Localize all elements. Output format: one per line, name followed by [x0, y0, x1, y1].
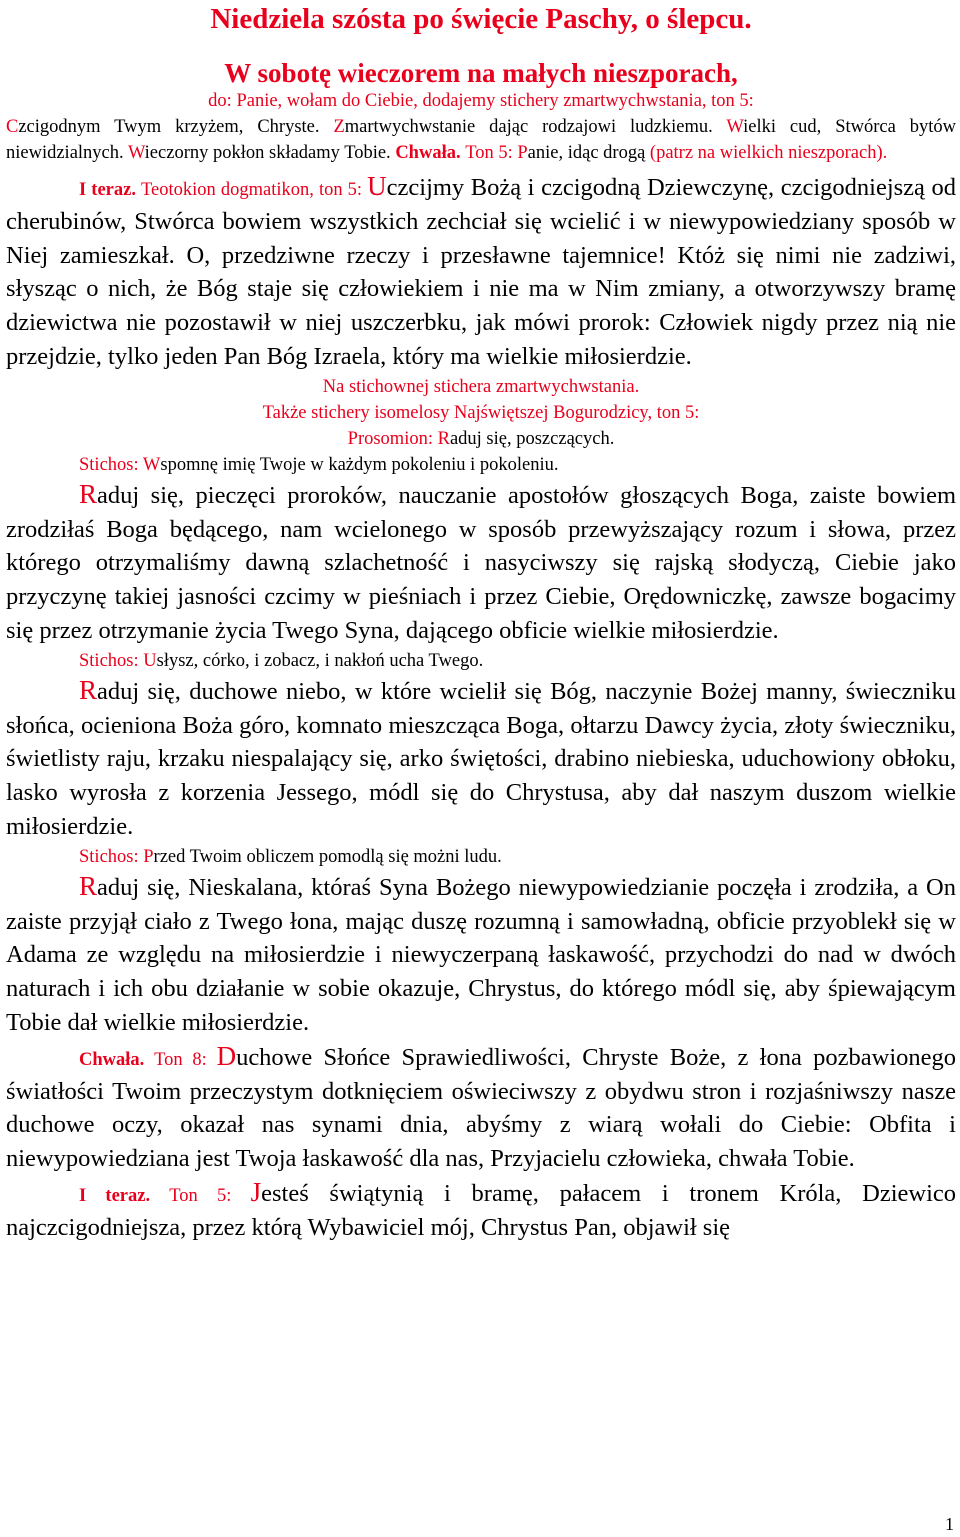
- chwala-paragraph: [6, 1040, 956, 1176]
- prosomion-line: [6, 426, 956, 452]
- hymn-1-initial: R: [79, 478, 98, 509]
- section-subtitle: W sobotę wieczorem na małych nieszporach,: [224, 58, 738, 88]
- hymn-1: [6, 478, 956, 648]
- intro-w2-text: ieczorny pokłon składamy Tobie.: [144, 143, 396, 163]
- intro-c-text: zcigodnym Twym krzyżem, Chryste.: [18, 117, 334, 137]
- intro-w1-cap: W: [726, 117, 744, 137]
- intro-paragraph: [6, 114, 956, 166]
- chwala-ton: Ton 8:: [154, 1049, 217, 1070]
- hymn-3: [6, 870, 956, 1040]
- page-title: Niedziela szósta po święcie Paschy, o ślepcu.: [210, 3, 752, 35]
- rubric-stichovna: Na stichownej stichera zmartwychwstania.: [322, 376, 640, 397]
- hymn-2: [6, 674, 956, 844]
- hymn-1-text: aduj się, pieczęci proroków, nauczanie apostołów głoszących Boga, zaiste bowiem zrodziłaś Boga będącego, nam wcielonego w sposób przewyższający rozum i słowa, przez którego otrzymaliśmy dawną szlachetność i nasyciwszy się rajską słodyczą, Ciebie jako przyczynę takiej jasności czcimy w pieśniach i przez Ciebie, Orędowniczkę, zawsze bogacimy się przez otrzymanie życia Twego Syna, dającego obficie wielkie miłosierdzie.: [6, 481, 956, 644]
- chwala-text: uchowe Słońce Sprawiedliwości, Chryste Boże, z łona pozbawionego światłości Twoim przeczystym dotknięciem oświeciwszy z obydwu stron i rozjaśniwszy nasze duchowe oczy, okazał nas synami dnia, abyśmy z wiarą wołali do Ciebie: Obfita i niewypowiedziana jest Twoja łaskawość dla nas, Przyjacielu człowieka, chwała Tobie.: [6, 1043, 956, 1173]
- stichos-3-text: rzed Twoim obliczem pomodlą się możni ludu.: [153, 846, 502, 867]
- stichos-2-text: słysz, córko, i zobacz, i nakłoń ucha Twego.: [156, 650, 484, 671]
- hymn-3-initial: R: [79, 870, 98, 901]
- intro-do-cap: P: [236, 91, 247, 111]
- hymn-2-text: aduj się, duchowe niebo, w które wcielił się Bóg, naczynie Bożej manny, świeczniku słońca, ocieniona Boża góro, komnato mieszcząca Boga, ołtarzu Dawcy życia, złoty świeczniku, świetlisty raju, krzaku niespalający się, arko świętości, drabino niebieska, uduchowiony obłoku, lasko wyrosła z korzenia Jessego, módl się do Chrystusa, aby dał naszym duszom wielkie miłosierdzie.: [6, 677, 956, 840]
- stichos-3: [6, 844, 956, 870]
- teraz-2-label: I teraz.: [79, 1185, 170, 1206]
- prosomion-text: aduj się, poszczących.: [449, 428, 615, 449]
- teraz-2-text: esteś świątynią i bramę, pałacem i tronem Króla, Dziewico najczcigodniejsza, przez którą Wybawiciel mój, Chrystus Pan, objawił się: [6, 1179, 956, 1241]
- document-page: [6, 0, 956, 1245]
- stichos-2: [6, 648, 956, 674]
- intro-z-text: martwychwstanie dając rodzajowi ludzkiemu.: [344, 117, 727, 137]
- stichos-1: [6, 452, 956, 478]
- teraz-text: czcijmy Bożą i czcigodną Dziewczynę, czcigodniejszą od cherubinów, Stwórca bowiem wszystkich zechciał się wcielić i w niewypowiedziany sposób w Niej zamieszkał. O, przedziwne rzeczy i przesławne tajemnice! Któż się nimi nie zadziwi, słysząc o nich, że Bóg staje się człowiekiem i nie ma w Nim zmiany, a otworzywszy bramę dziewictwa nie pozostawił w niej uszczerbku, jak mówi prorok: Człowiek nigdy przez nią nie przejdzie, tylko jeden Pan Bóg Izraela, który ma wielkie miłosierdzie.: [6, 174, 956, 370]
- stichos-3-initial: P: [143, 846, 154, 867]
- stichos-1-text: spomnę imię Twoje w każdym pokoleniu i pokoleniu.: [160, 454, 559, 475]
- chwala-label: Chwała.: [79, 1049, 155, 1070]
- prosomion-initial: R: [437, 428, 450, 449]
- stichos-2-initial: U: [143, 650, 157, 671]
- intro-do-text: anie, wołam do Ciebie, dodajemy stichery zmartwychwstania, ton 5:: [246, 91, 754, 111]
- intro-chwala: Chwała.: [395, 143, 466, 163]
- intro-line-1: [6, 88, 956, 114]
- teraz-2-paragraph: [6, 1176, 956, 1245]
- teraz-label: I teraz.: [79, 180, 142, 200]
- intro-w2-cap: W: [127, 143, 145, 163]
- page-number: 1: [945, 1514, 954, 1534]
- teotokion-paragraph: [6, 170, 956, 374]
- intro-c-cap: C: [6, 117, 19, 137]
- stichos-1-label: Stichos:: [79, 454, 143, 475]
- rubric-isomelosy: Także stichery isomelosy Najświętszej Bogurodzicy, ton 5:: [262, 402, 700, 423]
- intro-ton: Ton 5:: [465, 143, 518, 163]
- intro-w1-text: ielki cud, Stwórca bytów niewidzialnych.: [6, 117, 956, 163]
- intro-p-cap: P: [517, 143, 528, 163]
- teraz-initial: U: [367, 171, 387, 201]
- teraz-2-initial: J: [250, 1176, 262, 1207]
- intro-reference: (patrz na wielkich nieszporach).: [649, 143, 888, 163]
- teraz-rubric: Teotokion dogmatikon, ton 5:: [141, 180, 368, 200]
- teraz-2-ton: Ton 5:: [169, 1185, 251, 1206]
- intro-do-label: do:: [208, 91, 237, 111]
- hymn-2-initial: R: [79, 674, 98, 705]
- intro-z-cap: Z: [333, 117, 345, 137]
- stichos-3-label: Stichos:: [79, 846, 144, 867]
- stichos-2-label: Stichos:: [79, 650, 144, 671]
- hymn-3-text: aduj się, Nieskalana, któraś Syna Bożego niewypowiedzianie poczęła i zrodziła, a On zaiste przyjął ciało z Twego łona, mając duszę rozumną i samowładną, obficie przyoblekł się w Adama ze względu na miłosierdzie i niewyczerpaną łaskawość, przychodzi do nad w dwóch naturach i ich obu działanie w sobie okazuje, Chrystus, do którego módl się, aby śpiewającym Tobie dał wielkie miłosierdzie.: [6, 873, 956, 1036]
- chwala-initial: D: [216, 1040, 237, 1071]
- stichos-1-initial: W: [142, 454, 161, 475]
- prosomion-label: Prosomion:: [347, 428, 438, 449]
- intro-p-text: anie, idąc drogą: [527, 143, 650, 163]
